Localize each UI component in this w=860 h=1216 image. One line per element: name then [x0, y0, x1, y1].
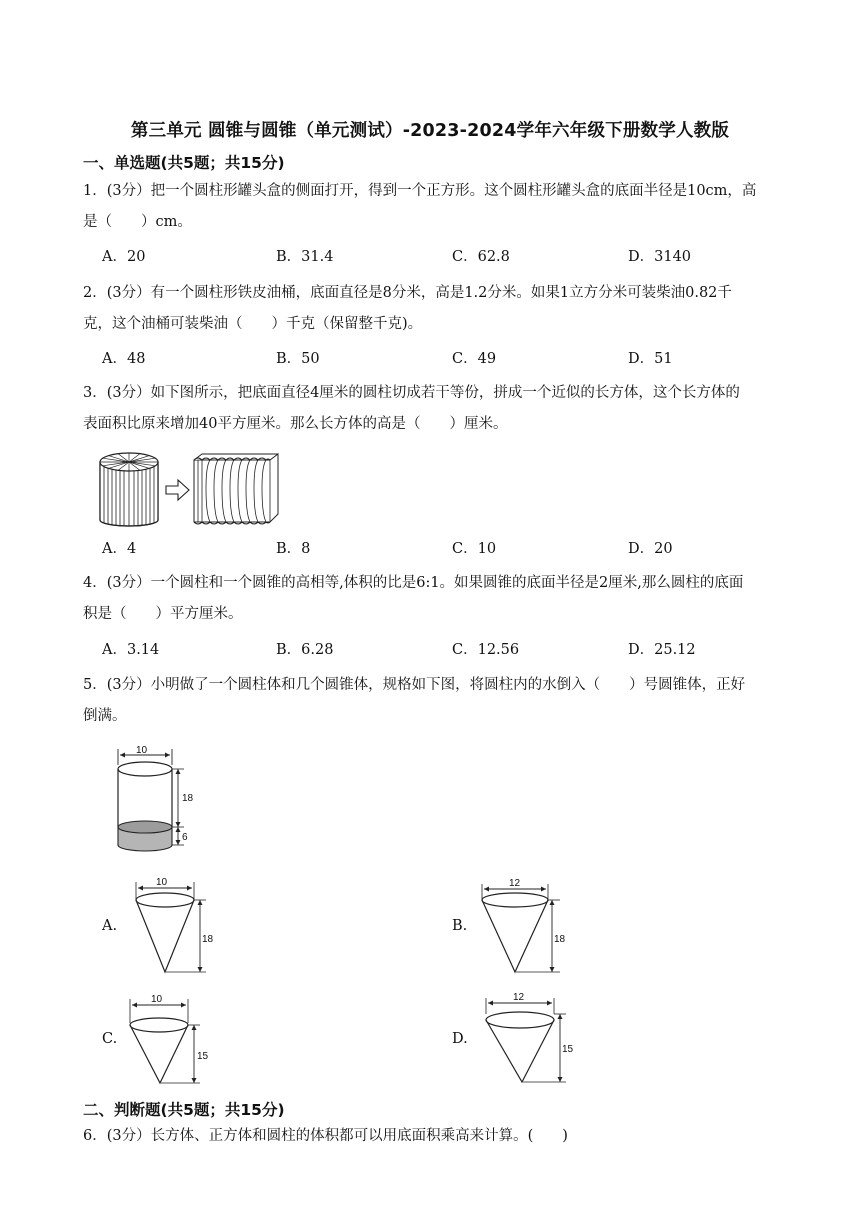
- option-d[interactable]: D．20: [628, 541, 673, 557]
- question-3: [83, 378, 813, 440]
- question-4-options: [102, 638, 822, 662]
- option-a[interactable]: A．20: [102, 249, 146, 265]
- section-true-false: 二、判断题(共5题；共15分): [83, 1101, 285, 1119]
- option-a[interactable]: A．48: [102, 351, 146, 367]
- cone-d-label[interactable]: D.: [452, 1031, 468, 1047]
- cone-icon: [130, 994, 209, 1083]
- cone-icon: [482, 878, 566, 972]
- cone-a-figure[interactable]: [130, 876, 230, 976]
- cone-b-figure[interactable]: [478, 876, 578, 976]
- approx-cuboid-icon: [194, 454, 278, 524]
- cone-a-label[interactable]: A.: [102, 918, 118, 934]
- question-5-line-2: 倒满。: [83, 708, 127, 724]
- option-b[interactable]: B．6.28: [276, 642, 334, 658]
- question-1-line-1: 1．(3分）把一个圆柱形罐头盒的侧面打开，得到一个正方形。这个圆柱形罐头盒的底面半径是10cm，高: [83, 183, 757, 199]
- cone-d-figure[interactable]: [482, 990, 592, 1086]
- question-5-line-1: 5．(3分）小明做了一个圆柱体和几个圆锥体，规格如下图，将圆柱内的水倒入（ ）号圆锥体，正好: [83, 677, 746, 693]
- cylinder-with-water-figure: [108, 745, 218, 860]
- cone-a-diameter: 10: [156, 877, 168, 888]
- cylinder-water-height-label: 6: [182, 832, 188, 843]
- cone-c-height: 15: [197, 1051, 209, 1062]
- cylinder-diameter-label: 10: [136, 745, 148, 756]
- question-3-options: [102, 537, 822, 561]
- question-6-line-1: 6．(3分）长方体、正方体和圆柱的体积都可以用底面积乘高来计算。( ): [83, 1128, 568, 1144]
- page-title: 第三单元 圆锥与圆锥（单元测试）-2023-2024学年六年级下册数学人教版: [130, 121, 730, 141]
- question-1: [83, 176, 813, 238]
- option-c[interactable]: C．10: [452, 541, 497, 557]
- cone-d-diameter: 12: [513, 992, 525, 1003]
- cone-icon: [486, 992, 574, 1082]
- cone-c-figure[interactable]: [126, 993, 226, 1087]
- option-d[interactable]: D．51: [628, 351, 673, 367]
- option-a[interactable]: A．4: [102, 541, 137, 557]
- cone-b-height: 18: [554, 934, 566, 945]
- question-5: [83, 670, 813, 732]
- option-d[interactable]: D．25.12: [628, 642, 696, 658]
- question-3-line-1: 3．(3分）如下图所示，把底面直径4厘米的圆柱切成若干等份，拼成一个近似的长方体，这个长方体的: [83, 385, 740, 401]
- question-4-line-1: 4．(3分）一个圆柱和一个圆锥的高相等,体积的比是6:1。如果圆锥的底面半径是2厘米,那么圆柱的底面: [83, 575, 744, 591]
- question-1-options: [102, 245, 822, 269]
- option-b[interactable]: B．31.4: [276, 249, 334, 265]
- question-2: [83, 278, 813, 340]
- cone-c-label[interactable]: C.: [102, 1031, 118, 1047]
- cylinder-icon: [118, 745, 194, 851]
- cylinder-empty-height-label: 18: [182, 793, 194, 804]
- option-c[interactable]: C．62.8: [452, 249, 510, 265]
- question-2-line-2: 克，这个油桶可装柴油（ ）千克（保留整千克)。: [83, 316, 423, 332]
- option-d[interactable]: D．3140: [628, 249, 692, 265]
- cone-icon: [136, 877, 214, 972]
- cone-b-diameter: 12: [509, 878, 521, 889]
- question-1-line-2: 是（ ）cm。: [83, 214, 192, 230]
- cone-d-height: 15: [562, 1044, 574, 1055]
- option-a[interactable]: A．3.14: [102, 642, 160, 658]
- cone-c-diameter: 10: [151, 994, 163, 1005]
- sliced-cylinder-icon: [100, 453, 158, 526]
- cylinder-to-cuboid-figure: [98, 448, 288, 528]
- cone-a-height: 18: [202, 934, 214, 945]
- question-4-line-2: 积是（ ）平方厘米。: [83, 606, 243, 622]
- option-b[interactable]: B．8: [276, 541, 311, 557]
- arrow-right-icon: [166, 480, 189, 500]
- question-4: [83, 568, 813, 630]
- section-single-choice: 一、单选题(共5题；共15分): [83, 154, 285, 172]
- question-2-options: [102, 347, 822, 371]
- option-b[interactable]: B．50: [276, 351, 320, 367]
- question-3-line-2: 表面积比原来增加40平方厘米。那么长方体的高是（ ）厘米。: [83, 416, 508, 432]
- option-c[interactable]: C．49: [452, 351, 497, 367]
- cone-b-label[interactable]: B.: [452, 918, 468, 934]
- option-c[interactable]: C．12.56: [452, 642, 520, 658]
- question-2-line-1: 2．(3分）有一个圆柱形铁皮油桶，底面直径是8分米，高是1.2分米。如果1立方分米可装柴油0.82千: [83, 285, 732, 301]
- question-6: [83, 1121, 813, 1152]
